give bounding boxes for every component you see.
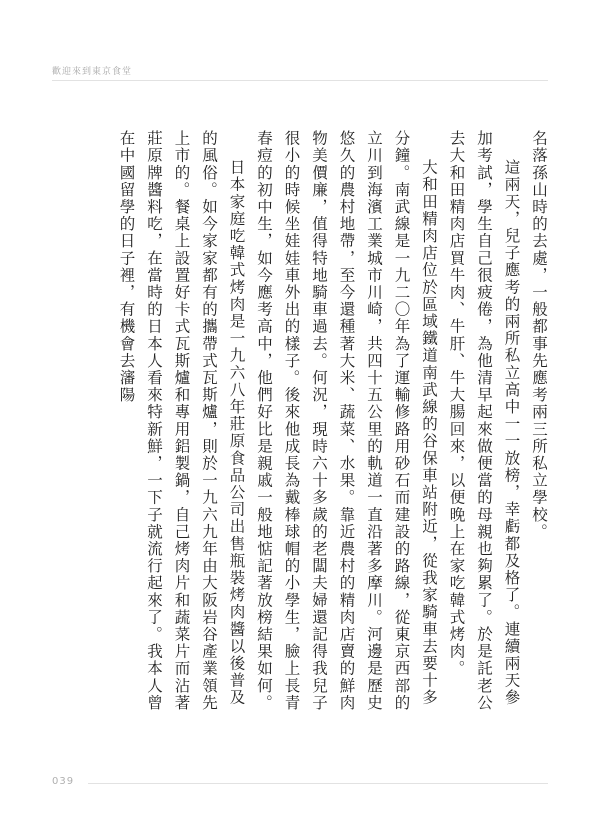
paragraph-2: 這兩天，兒子應考的兩所私立高中一一放榜，幸虧都及格了。連續兩天參加考試，學生自己很疲倦，為他清早起來做便當的母親也夠累了。於是託老公去大和田精肉店買牛肉、牛肝、牛大腸回來，以便晚上在家吃韓式烤肉。 (447, 130, 521, 712)
vertical-text-body (52, 130, 552, 720)
footer-divider (88, 783, 548, 784)
header-divider (52, 80, 548, 81)
paragraph-3: 大和田精肉店位於區域鐵道南武線的谷保車站附近，從我家騎車去要十多分鐘。南武線是一九二〇年為了運輸修路用砂石而建設的路線，從東京西部的立川到海濱工業城市川崎，共四十五公里的軌道一直沿著多摩川。河邊是歷史悠久的農村地帶，至今還種著大米、蔬菜、水果。靠近農村的精肉店賣的鮮肉物美價廉，值得特地騎車過去。何況，現時六十多歲的老闆夫婦還記得我兒子很小的時候坐娃娃車外出的樣子。後來他成長為戴棒球帽的小學生，臉上長青春痘的初中生，如今應考高中，他們好比是親戚一般地惦記著放榜結果如何。 (255, 130, 438, 712)
page-number: 039 (52, 776, 75, 787)
paragraph-4: 日本家庭吃韓式烤肉是一九六八年莊原食品公司出售瓶裝烤肉醬以後普及的風俗。如今家家都有的攜帶式瓦斯爐，則於一九六九年由大阪岩谷產業領先上市的。餐桌上設置好卡式瓦斯爐和專用鋁製鍋，自己烤肉片和蔬菜片而沾著莊原牌醬料吃，在當時的日本人看來特新鮮，一下子就流行起來了。我本人曾在中國留學的日子裡，有機會去瀋陽 (117, 130, 246, 712)
paragraph-1: 名落孫山時的去處，一般都事先應考兩三所私立學校。 (530, 130, 548, 541)
running-header-title: 歡迎來到東京食堂 (52, 67, 133, 77)
